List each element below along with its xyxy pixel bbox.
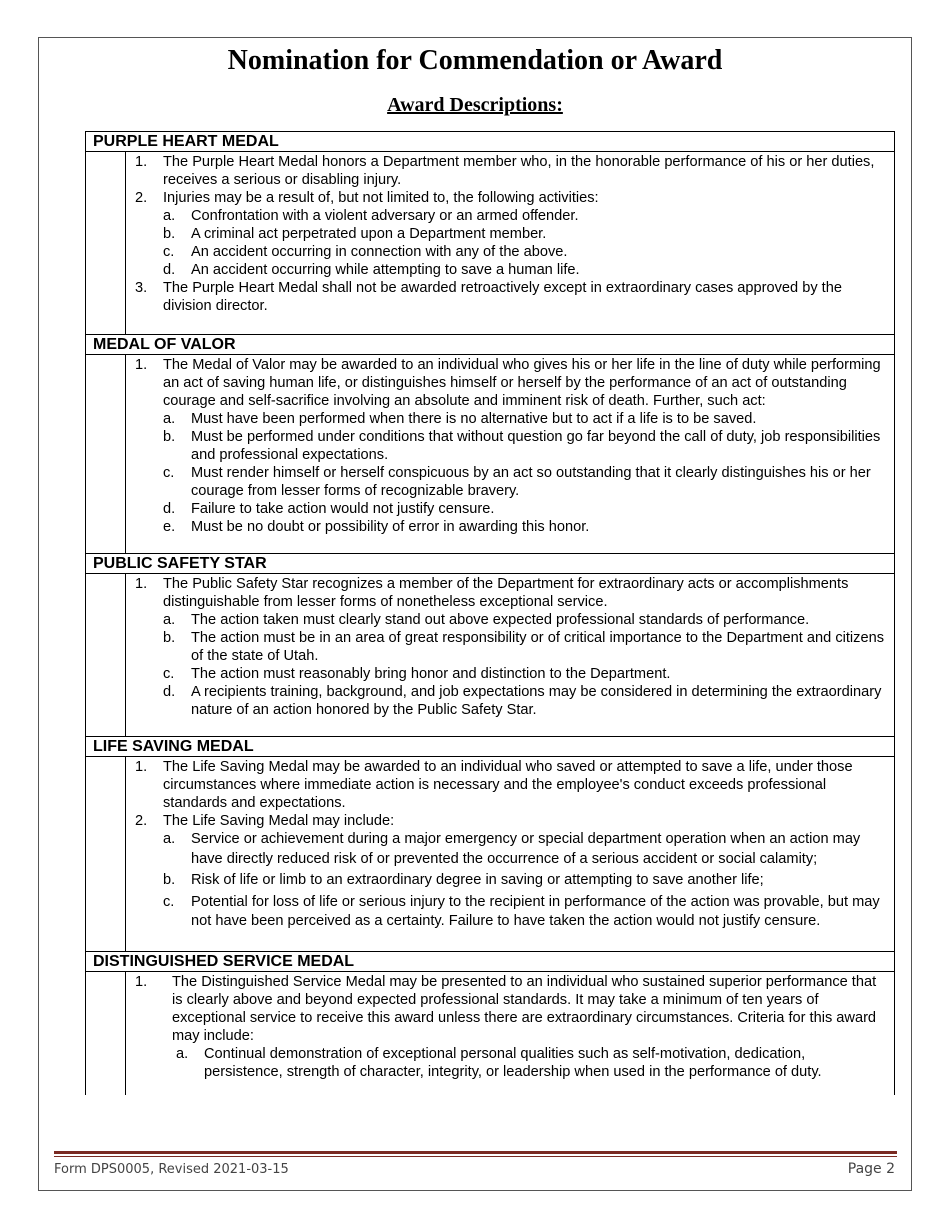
section-heading-distinguished-service-medal: DISTINGUISHED SERVICE MEDAL	[86, 952, 894, 972]
list-letter: b.	[163, 630, 176, 646]
section-heading-life-saving-medal: LIFE SAVING MEDAL	[86, 737, 894, 757]
sub-item	[86, 871, 884, 891]
item-text: The Life Saving Medal may include:	[163, 813, 395, 829]
list-letter: e.	[163, 519, 176, 535]
list-item	[86, 153, 884, 189]
sub-item-text: Service or achievement during a major emergency or special department operation when an action may have directly reduced risk of or prevented the occurrence of a serious accident or social calamity;	[191, 831, 861, 867]
list-letter: d.	[163, 684, 176, 700]
list-item	[86, 279, 884, 315]
sub-item	[86, 428, 884, 464]
list-letter: b.	[163, 429, 176, 445]
sub-item-text: Failure to take action would not justify censure.	[191, 501, 495, 517]
list-letter: c.	[163, 666, 175, 682]
list-item	[86, 812, 884, 830]
sub-item	[86, 225, 884, 243]
sub-item-text: Potential for loss of life or serious injury to the recipient in performance of the action was provable, but may not have been perceived as a certainty. Failure to have taken the action would not justify censure.	[191, 893, 880, 929]
sub-item	[86, 410, 884, 428]
list-letter: c.	[163, 893, 175, 910]
item-text: The Purple Heart Medal shall not be awarded retroactively except in extraordinary cases approved by the division director.	[163, 280, 842, 314]
sub-item-text: An accident occurring while attempting to save a human life.	[191, 262, 580, 278]
section-body-medal-of-valor	[86, 355, 894, 554]
page-number: Page 2	[847, 1161, 895, 1177]
list-item	[86, 575, 884, 611]
section-body-distinguished-service-medal	[86, 972, 894, 1095]
sub-item-text: Confrontation with a violent adversary or an armed offender.	[191, 208, 579, 224]
sub-item-text: An accident occurring in connection with any of the above.	[191, 244, 568, 260]
sub-item	[86, 683, 884, 719]
form-revision: Form DPS0005, Revised 2021-03-15	[54, 1162, 289, 1177]
sub-item	[86, 464, 884, 500]
list-letter: a.	[163, 411, 176, 427]
section-heading-public-safety-star: PUBLIC SAFETY STAR	[86, 554, 894, 574]
sub-item	[86, 1045, 884, 1081]
section-heading-purple-heart: PURPLE HEART MEDAL	[86, 132, 894, 152]
list-number: 1.	[135, 973, 148, 990]
list-number: 1.	[135, 357, 148, 373]
list-item	[86, 758, 884, 812]
item-text: The Distinguished Service Medal may be presented to an individual who sustained superior performance that is clearly above and beyond expected professional standards. It may take a minimum of ten years of exceptional service to receive this award unless there are extraordinary circumstances. Criteria for this award may include:	[172, 973, 877, 1044]
sub-item-text: The action taken must clearly stand out above expected professional standards of performance.	[191, 612, 810, 628]
list-number: 1.	[135, 154, 148, 170]
sub-item-text: Continual demonstration of exceptional personal qualities such as self-motivation, dedication, persistence, strength of character, integrity, or leadership when used in the performance of duty.	[204, 1045, 822, 1080]
list-letter: b.	[163, 226, 176, 242]
sub-item-text: Risk of life or limb to an extraordinary degree in saving or attempting to save another life;	[191, 872, 764, 888]
sub-item	[86, 207, 884, 225]
sub-item-text: A recipients training, background, and job expectations may be considered in determining the extraordinary nature of an action honored by the Public Safety Star.	[191, 684, 882, 718]
footer-rule	[54, 1151, 897, 1154]
document-subtitle: Award Descriptions:	[387, 94, 563, 116]
list-letter: d.	[163, 501, 176, 517]
item-text: The Public Safety Star recognizes a member of the Department for extraordinary acts or accomplishments distinguishable from lesser forms of nonetheless exceptional service.	[163, 576, 849, 610]
award-descriptions-table	[85, 131, 895, 1095]
list-number: 1.	[135, 759, 148, 775]
list-letter: a.	[163, 208, 176, 224]
sub-item-text: The action must reasonably bring honor and distinction to the Department.	[191, 666, 671, 682]
item-text: Injuries may be a result of, but not limited to, the following activities:	[163, 190, 599, 206]
sub-item	[86, 629, 884, 665]
list-letter: a.	[163, 831, 176, 847]
sub-item-text: Must have been performed when there is no alternative but to act if a life is to be saved.	[191, 411, 757, 427]
document-title: Nomination for Commendation or Award	[227, 45, 723, 76]
list-number: 3.	[135, 280, 148, 296]
section-body-purple-heart	[86, 152, 894, 335]
sub-item	[86, 500, 884, 518]
sub-item	[86, 261, 884, 279]
list-number: 2.	[135, 190, 148, 206]
sub-item-text: The action must be in an area of great responsibility or of critical importance to the Department and citizens of the state of Utah.	[191, 630, 884, 664]
item-text: The Life Saving Medal may be awarded to an individual who saved or attempted to save a life, under those circumstances where immediate action is necessary and the employee's conduct exceeds professional standards and expectations.	[163, 759, 853, 811]
section-heading-medal-of-valor: MEDAL OF VALOR	[86, 335, 894, 355]
sub-item	[86, 518, 884, 536]
section-body-public-safety-star	[86, 574, 894, 737]
sub-item	[86, 893, 884, 932]
list-letter: b.	[163, 872, 176, 888]
sub-item-text: Must be performed under conditions that without question go far beyond the call of duty, job responsibilities and professional expectations.	[191, 429, 881, 463]
list-item	[86, 356, 884, 410]
item-text: The Medal of Valor may be awarded to an individual who gives his or her life in the line of duty while performing an act of saving human life, or distinguishes himself or herself by the performance of an act of outstanding courage and self-sacrifice involving an absolute and imminent risk of death. Further, such act:	[163, 357, 881, 409]
sub-item-text: A criminal act perpetrated upon a Department member.	[191, 226, 547, 242]
list-item	[86, 973, 884, 1045]
list-letter: c.	[163, 244, 175, 260]
sub-item	[86, 830, 884, 869]
list-letter: a.	[163, 612, 176, 628]
list-letter: a.	[176, 1045, 189, 1062]
list-letter: c.	[163, 465, 175, 481]
sub-item-text: Must render himself or herself conspicuous by an act so outstanding that it clearly distinguishes his or her courage from lesser forms of recognizable bravery.	[191, 465, 871, 499]
sub-item-text: Must be no doubt or possibility of error in awarding this honor.	[191, 519, 590, 535]
sub-item	[86, 611, 884, 629]
list-number: 1.	[135, 576, 148, 592]
sub-item	[86, 243, 884, 261]
list-item	[86, 189, 884, 207]
section-body-life-saving-medal	[86, 757, 894, 952]
footer-rule-thin	[54, 1156, 897, 1157]
item-text: The Purple Heart Medal honors a Department member who, in the honorable performance of his or her duties, receives a serious or disabling injury.	[163, 154, 875, 188]
list-letter: d.	[163, 262, 176, 278]
sub-item	[86, 665, 884, 683]
list-number: 2.	[135, 813, 148, 829]
